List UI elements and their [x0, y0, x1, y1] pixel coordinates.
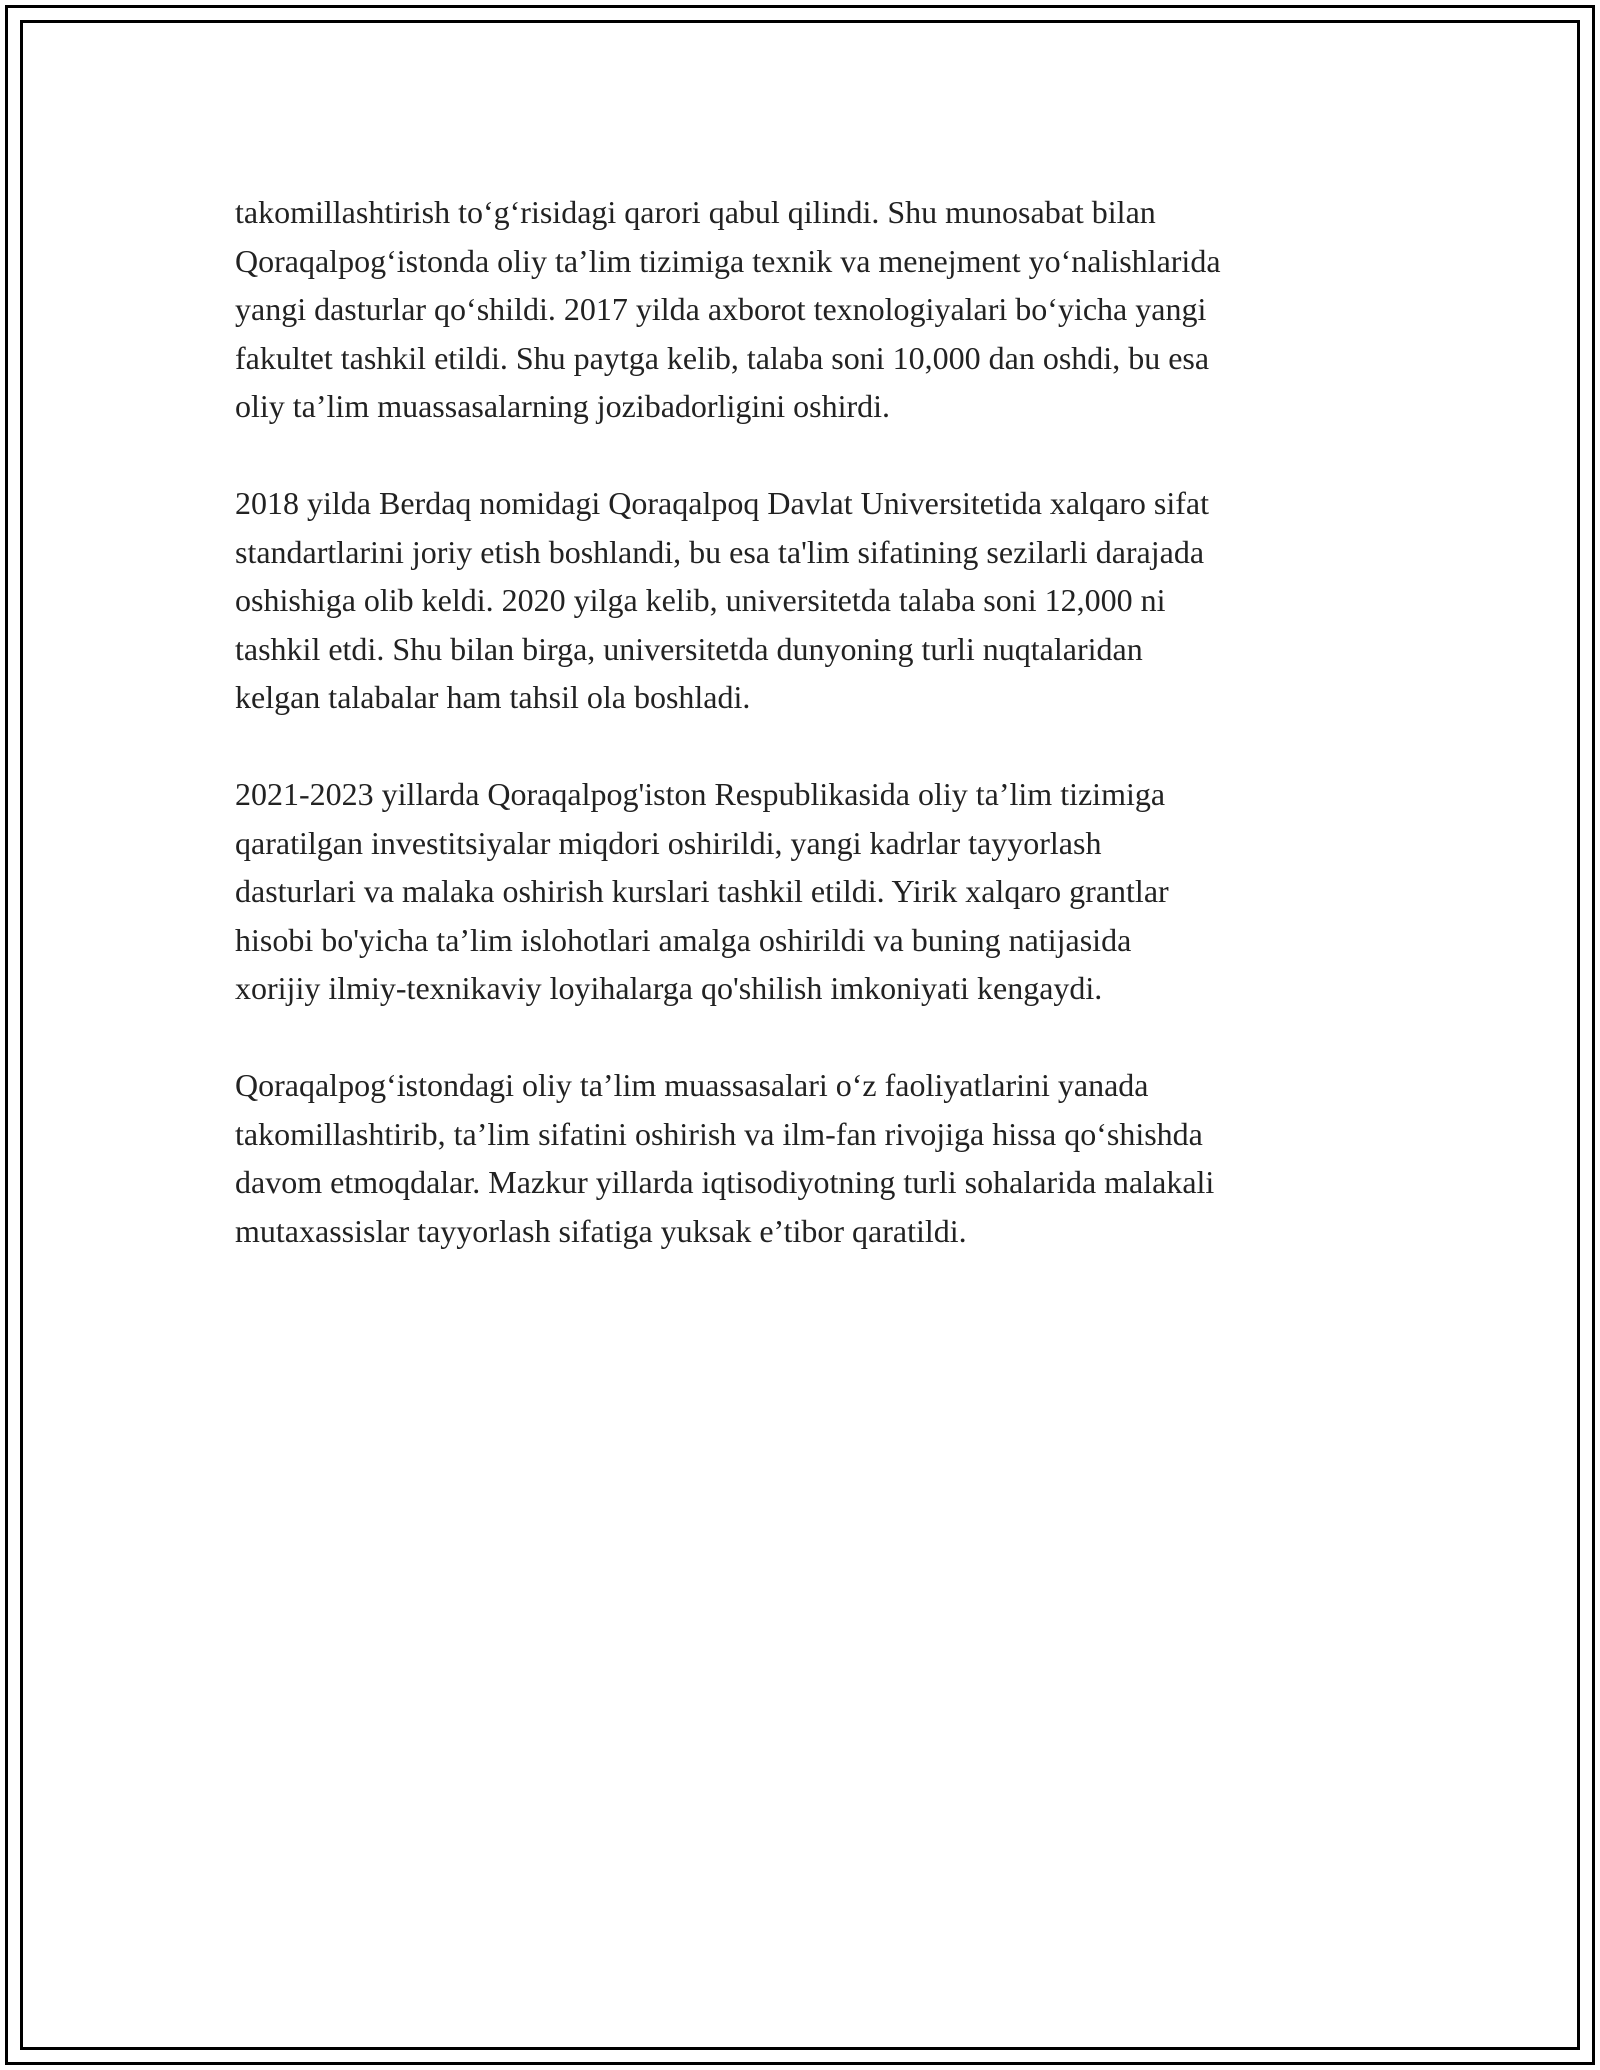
text-line: 2018 yilda Berdaq nomidagi Qoraqalpoq Davlat Universitetida xalqaro sifat	[235, 485, 1209, 521]
text-line: kelgan talabalar ham tahsil ola boshladi.	[235, 679, 751, 715]
paragraph-2	[235, 479, 1385, 722]
text-line: takomillashtirish to‘g‘risidagi qarori qabul qilindi. Shu munosabat bilan	[235, 194, 1156, 230]
text-line: fakultet tashkil etildi. Shu paytga kelib, talaba soni 10,000 dan oshdi, bu esa	[235, 339, 1210, 376]
text-line: Qoraqalpog‘istondagi oliy ta’lim muassasalari o‘z faoliyatlarini yanada	[235, 1067, 1149, 1103]
text-line: 2021-2023 yillarda Qoraqalpog'iston Respublikasida oliy ta’lim tizimiga	[235, 776, 1166, 812]
text-line: dasturlari va malaka oshirish kurslari tashkil etildi. Yirik xalqaro grantlar	[235, 873, 1169, 909]
text-line: mutaxassislar tayyorlash sifatiga yuksak e’tibor qaratildi.	[235, 1212, 967, 1249]
text-line: davom etmoqdalar. Mazkur yillarda iqtisodiyotning turli sohalarida malakali	[235, 1164, 1215, 1200]
document-body	[235, 188, 1385, 1304]
text-line: tashkil etdi. Shu bilan birga, universitetda dunyoning turli nuqtalaridan	[235, 630, 1143, 667]
text-line: oshishiga olib keldi. 2020 yilga kelib, universitetda talaba soni 12,000 ni	[235, 582, 1166, 618]
text-line: xorijiy ilmiy-texnikaviy loyihalarga qo'shilish imkoniyati kengaydi.	[235, 970, 1103, 1006]
text-line: qaratilgan investitsiyalar miqdori oshirildi, yangi kadrlar tayyorlash	[235, 824, 1102, 861]
text-line: hisobi bo'yicha ta’lim islohotlari amalga oshirildi va buning natijasida	[235, 921, 1132, 958]
text-line: yangi dasturlar qo‘shildi. 2017 yilda axborot texnologiyalari bo‘yicha yangi	[235, 291, 1207, 327]
text-line: Qoraqalpog‘istonda oliy ta’lim tizimiga texnik va menejment yo‘nalishlarida	[235, 242, 1221, 279]
paragraph-3	[235, 770, 1385, 1013]
text-line: standartlarini joriy etish boshlandi, bu esa ta'lim sifatining sezilarli darajada	[235, 533, 1205, 570]
text-line: oliy ta’lim muassasalarning jozibadorligini oshirdi.	[235, 388, 890, 424]
paragraph-4	[235, 1061, 1385, 1255]
text-line: takomillashtirib, ta’lim sifatini oshirish va ilm-fan rivojiga hissa qo‘shishda	[235, 1115, 1203, 1152]
paragraph-1	[235, 188, 1385, 431]
